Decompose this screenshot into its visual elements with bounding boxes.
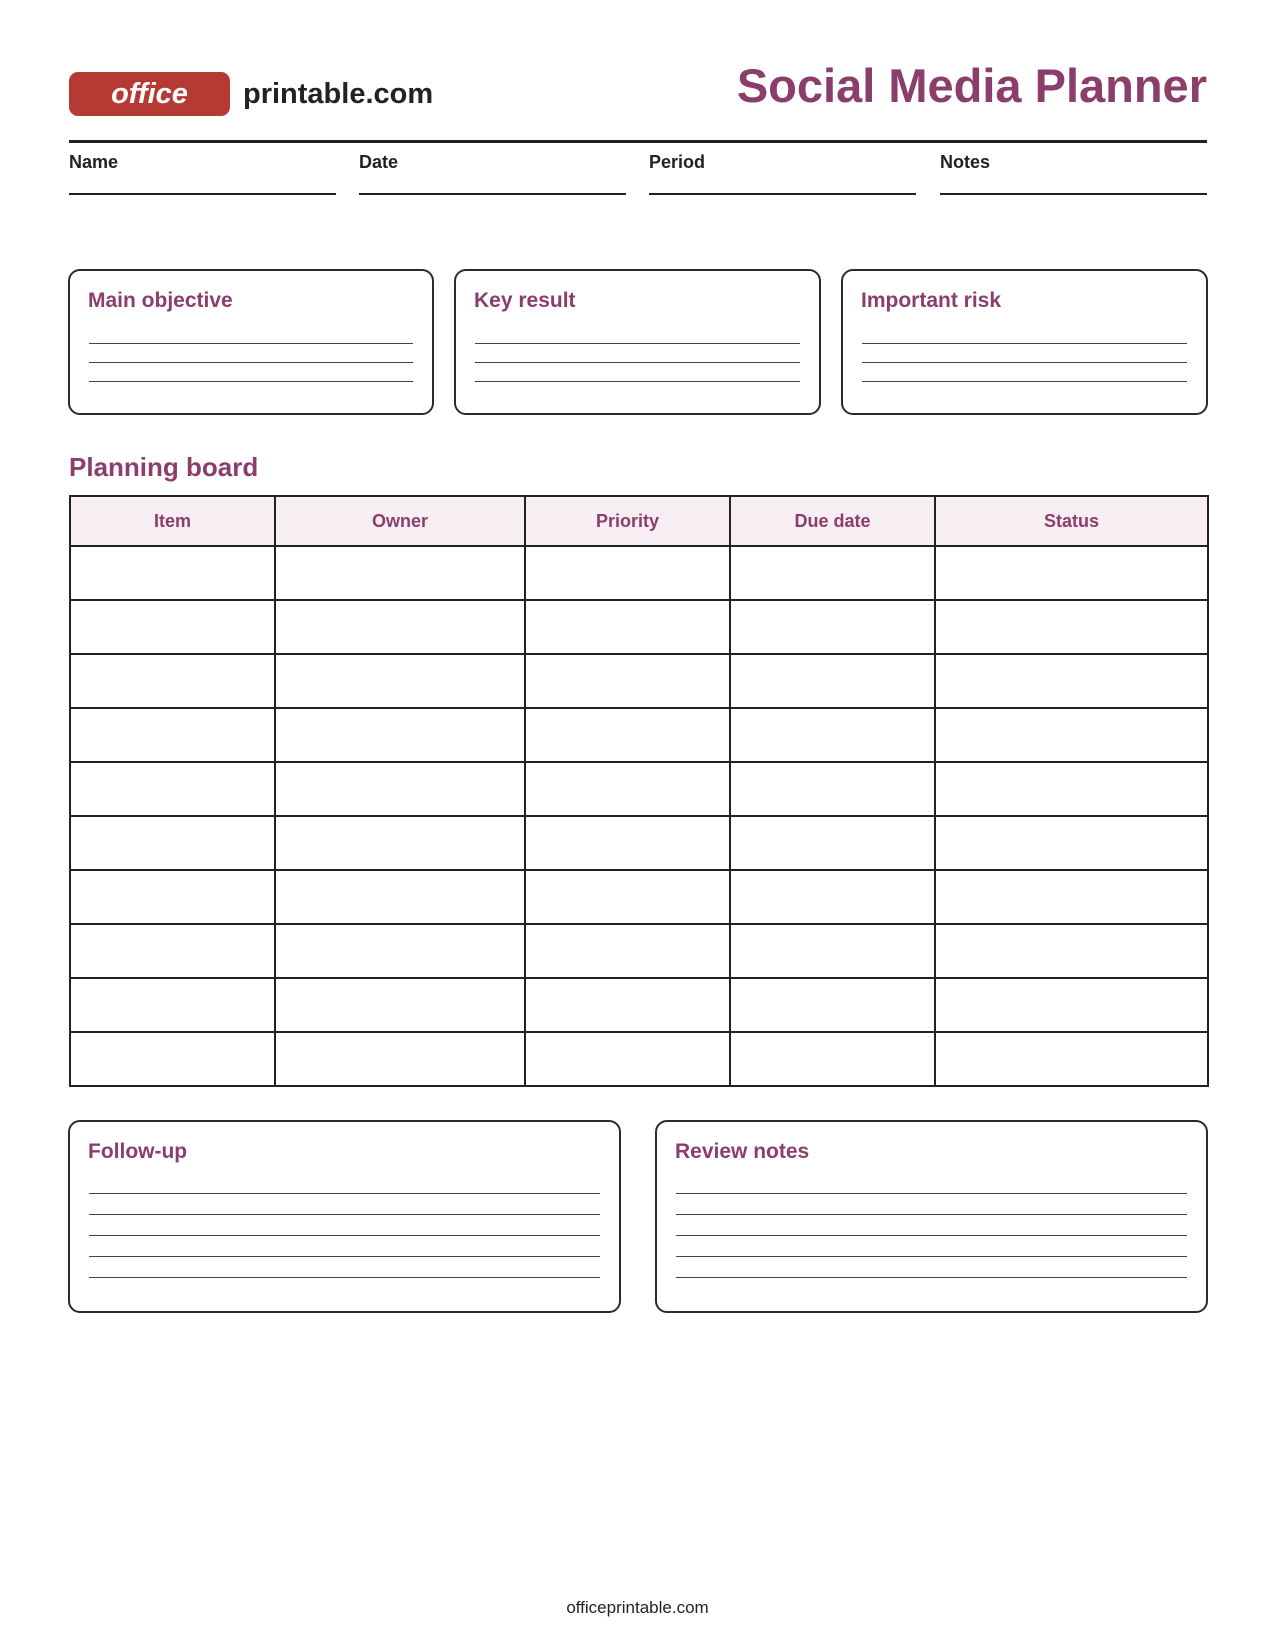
writing-line <box>89 1277 600 1278</box>
table-row <box>70 816 1208 870</box>
main-objective-box[interactable] <box>68 269 434 415</box>
table-cell[interactable] <box>525 816 730 870</box>
table-cell[interactable] <box>730 546 935 600</box>
date-field-label: Date <box>359 152 399 172</box>
table-cell[interactable] <box>70 978 275 1032</box>
table-cell[interactable] <box>935 600 1208 654</box>
writing-line <box>475 381 800 382</box>
writing-line <box>89 343 413 344</box>
table-cell[interactable] <box>935 654 1208 708</box>
writing-line <box>89 1256 600 1257</box>
header-divider <box>69 140 1207 143</box>
notes-field[interactable] <box>940 148 1207 195</box>
table-cell[interactable] <box>70 654 275 708</box>
follow-up-title: Follow-up <box>88 1140 188 1163</box>
table-cell[interactable] <box>70 924 275 978</box>
review-notes-box[interactable] <box>655 1120 1208 1313</box>
table-cell[interactable] <box>935 708 1208 762</box>
footer-url: officeprintable.com <box>566 1598 709 1617</box>
important-risk-title: Important risk <box>861 289 1002 312</box>
table-cell[interactable] <box>935 762 1208 816</box>
important-risk-box[interactable] <box>841 269 1208 415</box>
table-row <box>70 708 1208 762</box>
table-cell[interactable] <box>70 708 275 762</box>
table-cell[interactable] <box>730 978 935 1032</box>
column-header-due-date: Due date <box>730 496 935 546</box>
table-cell[interactable] <box>935 978 1208 1032</box>
table-row <box>70 978 1208 1032</box>
table-row <box>70 924 1208 978</box>
table-cell[interactable] <box>730 762 935 816</box>
writing-line <box>475 362 800 363</box>
column-header-priority: Priority <box>525 496 730 546</box>
writing-line <box>475 343 800 344</box>
table-cell[interactable] <box>525 1032 730 1086</box>
table-row <box>70 546 1208 600</box>
key-result-box[interactable] <box>454 269 821 415</box>
table-cell[interactable] <box>730 924 935 978</box>
table-cell[interactable] <box>70 546 275 600</box>
writing-line <box>862 381 1187 382</box>
writing-line <box>676 1193 1187 1194</box>
key-result-title: Key result <box>474 289 576 312</box>
table-cell[interactable] <box>70 870 275 924</box>
follow-up-box[interactable] <box>68 1120 621 1313</box>
table-cell[interactable] <box>525 870 730 924</box>
table-cell[interactable] <box>730 708 935 762</box>
table-cell[interactable] <box>730 654 935 708</box>
table-cell[interactable] <box>275 600 525 654</box>
name-field[interactable] <box>69 148 336 195</box>
table-cell[interactable] <box>730 816 935 870</box>
writing-line <box>89 1193 600 1194</box>
writing-line <box>89 1235 600 1236</box>
main-objective-title: Main objective <box>88 289 233 312</box>
table-cell[interactable] <box>525 654 730 708</box>
table-cell[interactable] <box>525 924 730 978</box>
writing-line <box>676 1277 1187 1278</box>
date-field[interactable] <box>359 148 626 195</box>
period-field[interactable] <box>649 148 916 195</box>
table-cell[interactable] <box>525 600 730 654</box>
table-row <box>70 654 1208 708</box>
writing-line <box>676 1256 1187 1257</box>
table-row <box>70 870 1208 924</box>
table-cell[interactable] <box>525 546 730 600</box>
table-row <box>70 1032 1208 1086</box>
writing-line <box>89 381 413 382</box>
table-cell[interactable] <box>275 708 525 762</box>
table-cell[interactable] <box>935 924 1208 978</box>
table-cell[interactable] <box>935 1032 1208 1086</box>
table-cell[interactable] <box>730 600 935 654</box>
table-row <box>70 600 1208 654</box>
writing-line <box>676 1214 1187 1215</box>
table-cell[interactable] <box>935 816 1208 870</box>
table-cell[interactable] <box>275 978 525 1032</box>
table-cell[interactable] <box>70 600 275 654</box>
table-cell[interactable] <box>70 816 275 870</box>
table-cell[interactable] <box>525 978 730 1032</box>
table-cell[interactable] <box>275 1032 525 1086</box>
writing-line <box>676 1235 1187 1236</box>
logo-badge: office <box>69 72 230 116</box>
table-cell[interactable] <box>275 924 525 978</box>
table-cell[interactable] <box>70 762 275 816</box>
column-header-owner: Owner <box>275 496 525 546</box>
table-cell[interactable] <box>935 870 1208 924</box>
logo-text: printable.com <box>243 78 434 110</box>
page-title: Social Media Planner <box>736 59 1207 112</box>
table-cell[interactable] <box>525 708 730 762</box>
table-row <box>70 762 1208 816</box>
planning-board-heading: Planning board <box>69 452 259 482</box>
table-header-row <box>70 496 1208 546</box>
name-field-label: Name <box>69 152 119 172</box>
writing-line <box>89 362 413 363</box>
notes-field-label: Notes <box>940 152 991 172</box>
table-cell[interactable] <box>275 654 525 708</box>
writing-line <box>89 1214 600 1215</box>
column-header-item: Item <box>70 496 275 546</box>
table-cell[interactable] <box>730 870 935 924</box>
table-cell[interactable] <box>525 762 730 816</box>
table-cell[interactable] <box>275 546 525 600</box>
writing-line <box>862 362 1187 363</box>
writing-line <box>862 343 1187 344</box>
table-cell[interactable] <box>70 1032 275 1086</box>
table-cell[interactable] <box>275 762 525 816</box>
column-header-status: Status <box>935 496 1208 546</box>
table-cell[interactable] <box>275 870 525 924</box>
table-cell[interactable] <box>275 816 525 870</box>
period-field-label: Period <box>649 152 706 172</box>
planning-board-table <box>69 495 1209 1087</box>
review-notes-title: Review notes <box>675 1140 810 1163</box>
table-cell[interactable] <box>730 1032 935 1086</box>
table-cell[interactable] <box>935 546 1208 600</box>
